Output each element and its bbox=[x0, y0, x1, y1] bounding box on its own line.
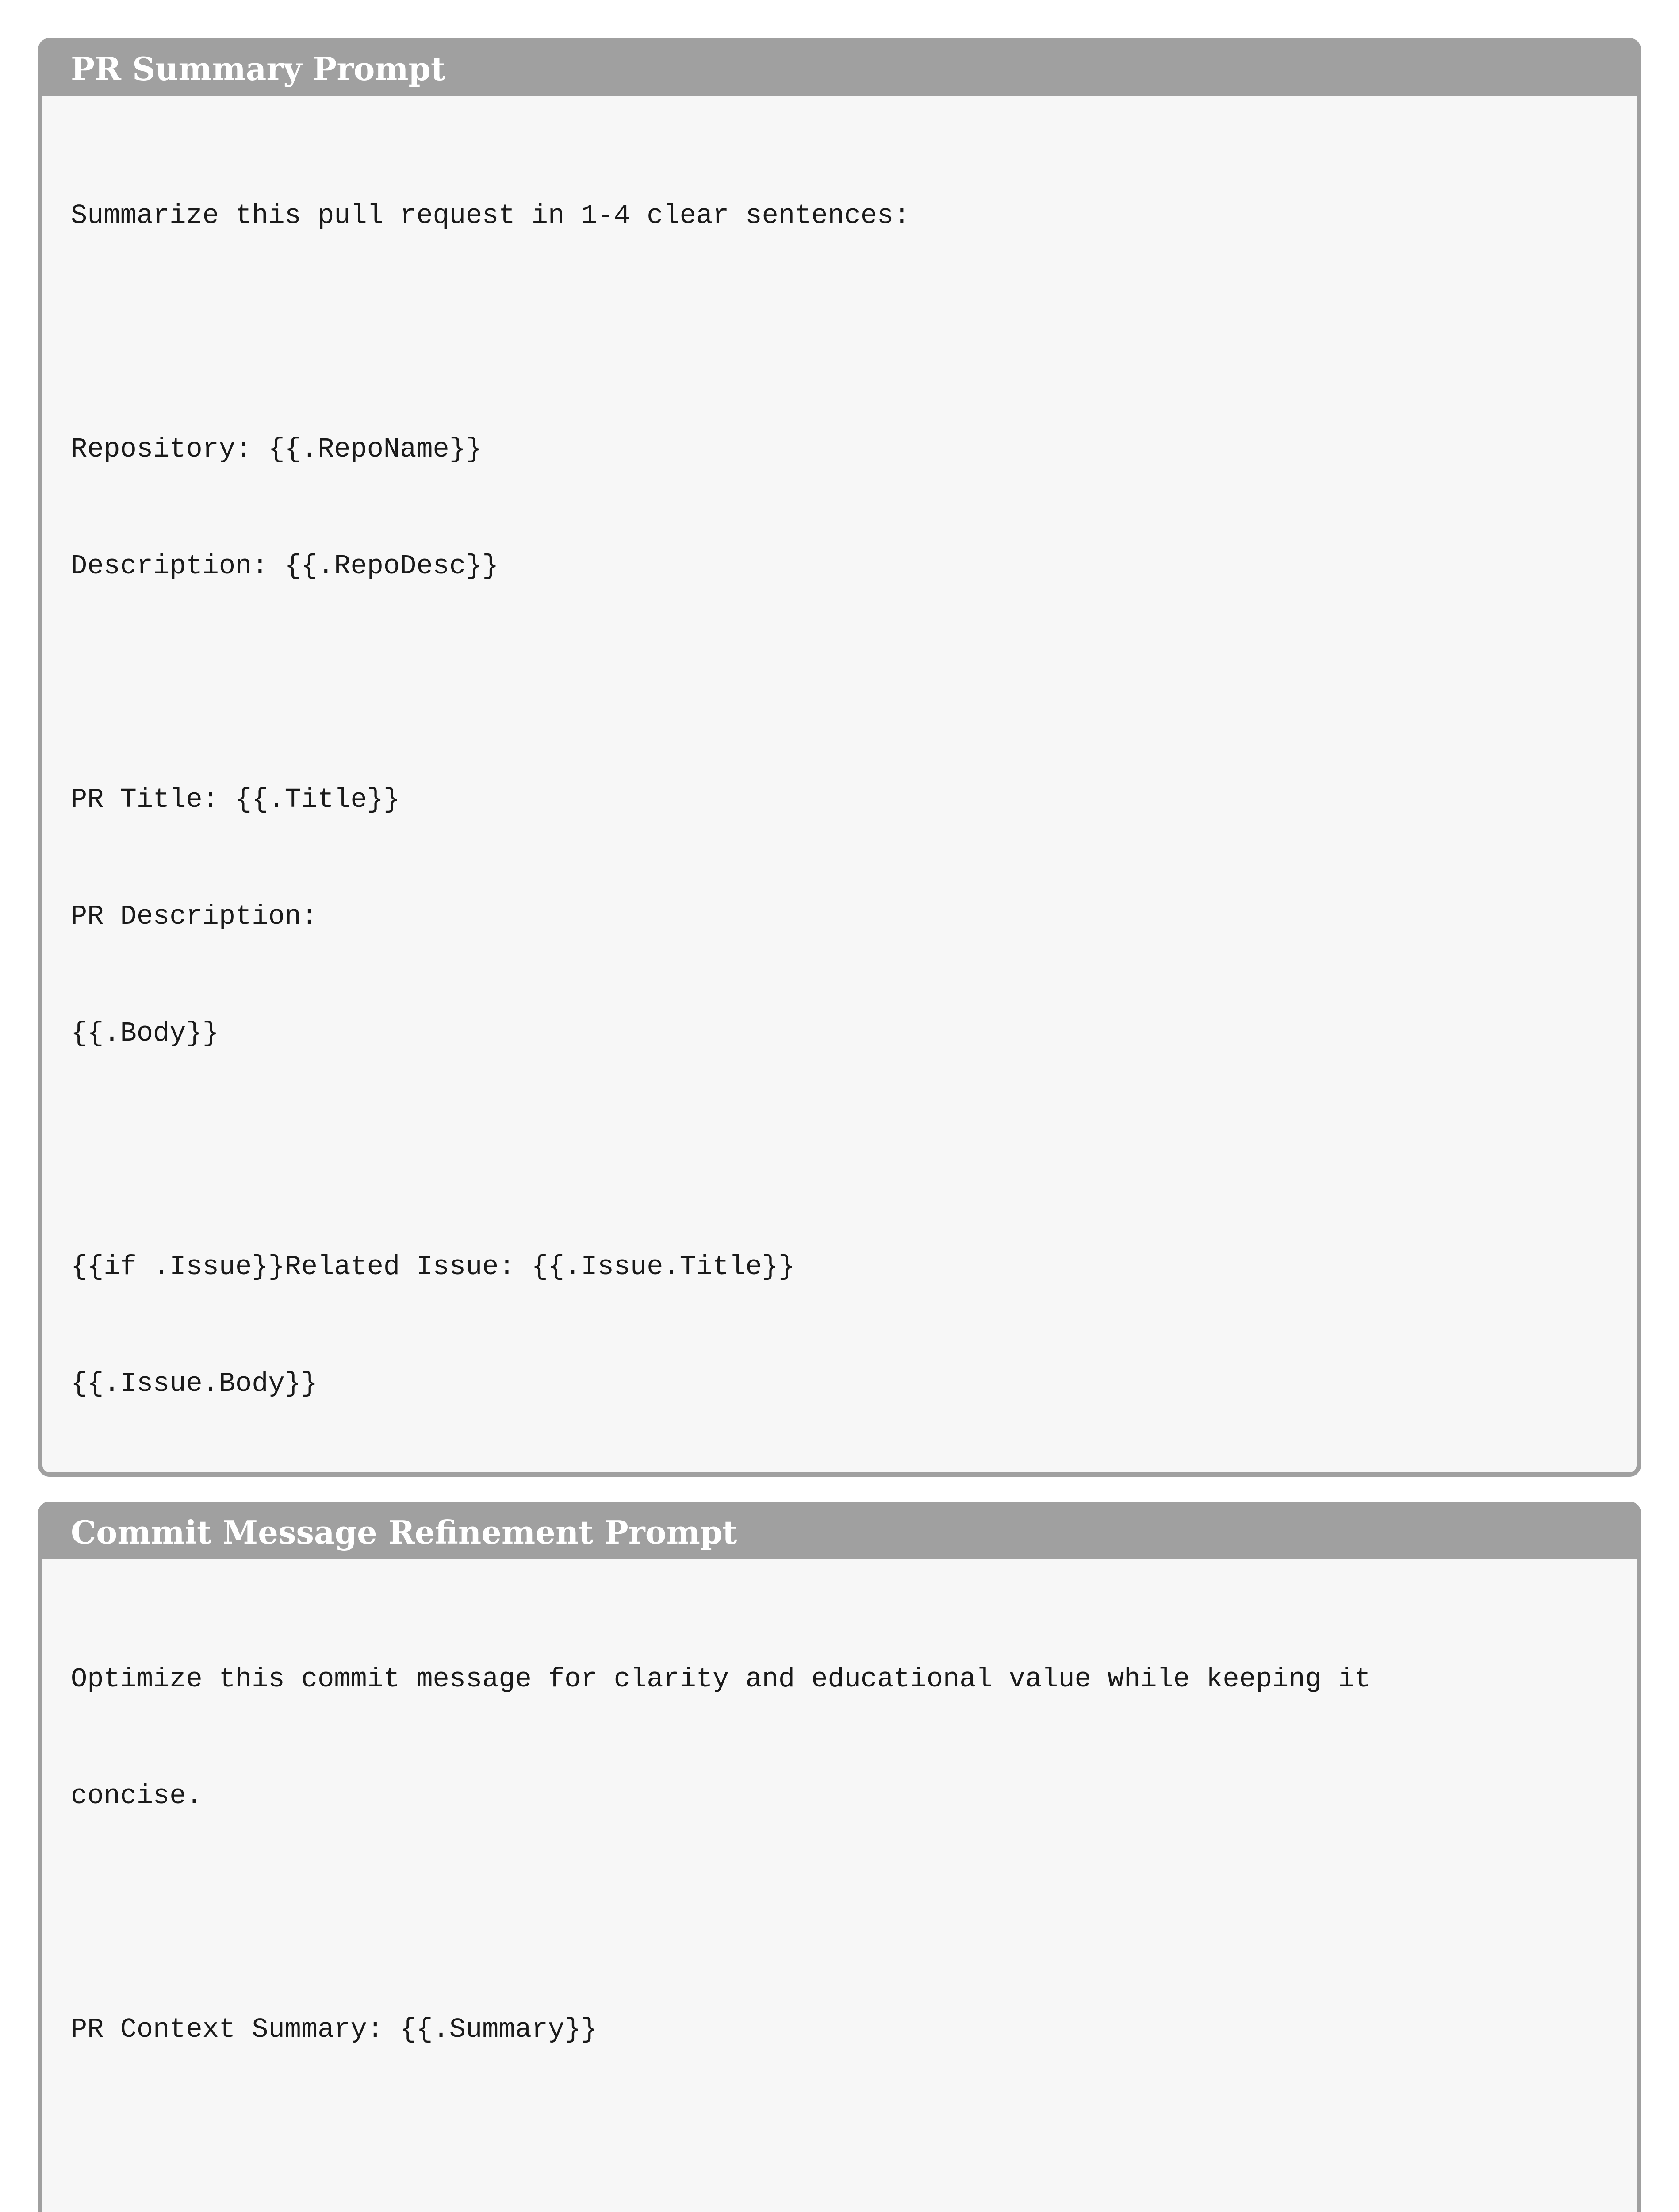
prompt-line bbox=[71, 2127, 1637, 2166]
prompt-line: Summarize this pull request in 1-4 clear sentences: bbox=[71, 200, 910, 231]
prompt-line: {{.Body}} bbox=[71, 1018, 219, 1049]
prompt-line: PR Description: bbox=[71, 901, 318, 932]
prompt-line: PR Context Summary: {{.Summary}} bbox=[71, 2014, 598, 2045]
prompt-line: Description: {{.RepoDesc}} bbox=[71, 550, 499, 582]
prompt-line bbox=[71, 664, 1637, 703]
prompt-line: PR Title: {{.Title}} bbox=[71, 784, 400, 815]
prompt-line: Optimize this commit message for clarity and educational value while keeping it bbox=[71, 1663, 1371, 1695]
prompt-line bbox=[71, 1131, 1637, 1170]
commit-refinement-prompt-body bbox=[42, 1559, 1637, 2212]
pr-summary-prompt-box bbox=[38, 38, 1641, 1477]
prompt-line: Repository: {{.RepoName}} bbox=[71, 434, 483, 465]
prompt-line: {{.Issue.Body}} bbox=[71, 1368, 318, 1399]
prompt-line: concise. bbox=[71, 1780, 203, 1812]
prompt-line bbox=[71, 1893, 1637, 1932]
prompt-line: {{if .Issue}}Related Issue: {{.Issue.Title}} bbox=[71, 1251, 795, 1283]
prompt-line bbox=[71, 313, 1637, 352]
commit-refinement-prompt-box bbox=[38, 1502, 1641, 2212]
commit-refinement-prompt-title: Commit Message Refinement Prompt bbox=[42, 1506, 1637, 1559]
pr-summary-prompt-title: PR Summary Prompt bbox=[42, 42, 1637, 96]
